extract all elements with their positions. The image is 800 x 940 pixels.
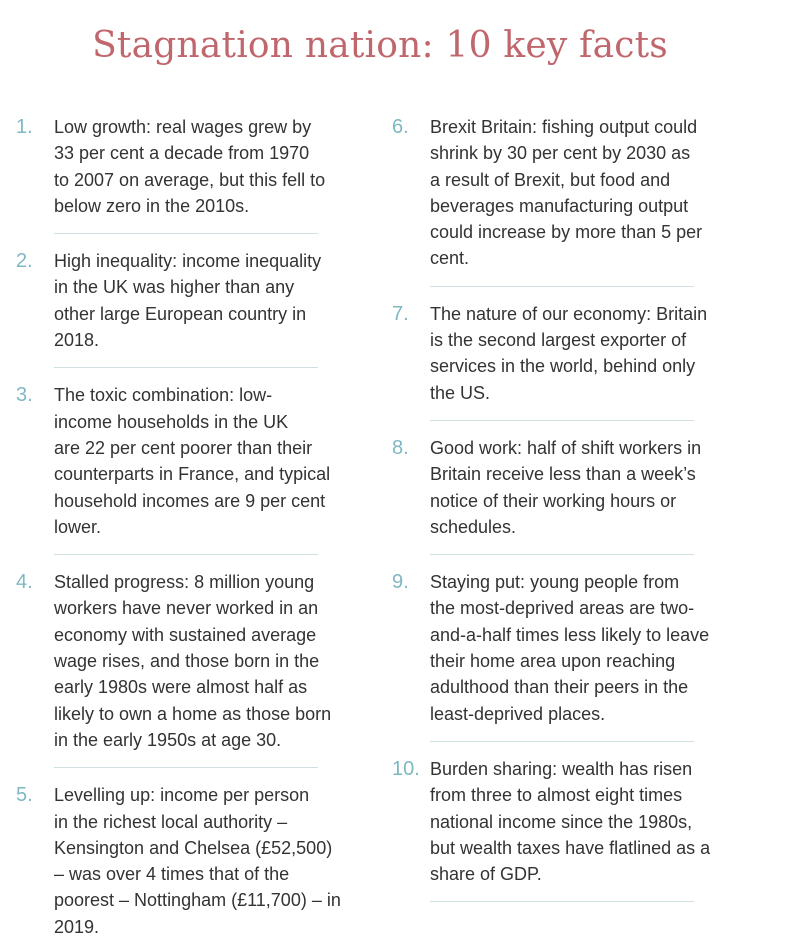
fact-line: least-deprived places. [430,703,606,724]
fact-line: Low growth: real wages grew by [54,117,312,137]
fact-line: wage rises, and those born in the [54,651,320,672]
fact-line: income households in the UK [54,411,289,432]
fact-number-4: 4. [16,571,33,594]
fact-line: poorest – Nottingham (£11,700) – in [54,890,341,911]
fact-line: the US. [430,382,491,403]
right-column [392,114,752,916]
fact-line: cent. [430,248,470,269]
fact-line: counterparts in France, and typical [54,464,331,485]
fact-line: Britain receive less than a week’s [430,464,696,485]
fact-line: national income since the 1980s, [430,811,693,832]
fact-line: is the second largest exporter of [430,330,687,351]
fact-line: the most-deprived areas are two- [430,598,695,619]
fact-number-1: 1. [16,116,33,138]
fact-line: share of GDP. [430,864,542,885]
fact-item-10 [392,756,752,887]
fact-line: likely to own a home as those born [54,703,332,724]
fact-line: Kensington and Chelsea (£52,500) [54,837,333,858]
divider [430,420,694,421]
fact-line: but wealth taxes have flatlined as a [430,837,711,858]
fact-line: their home area upon reaching [430,651,676,672]
fact-line: from three to almost eight times [430,785,683,806]
fact-line: are 22 per cent poorer than their [54,437,313,458]
divider [54,767,318,768]
fact-number-9: 9. [392,571,409,594]
divider [430,901,694,902]
fact-text-8 [430,435,752,540]
divider [430,741,694,742]
fact-item-1 [16,114,376,219]
fact-item-4 [16,569,376,753]
fact-text-5 [54,782,376,940]
fact-line: a result of Brexit, but food and [430,169,671,190]
fact-item-6 [392,114,752,272]
fact-line: other large European country in [54,303,307,324]
divider [54,233,318,234]
fact-line: High inequality: income inequality [54,251,322,272]
fact-line: The nature of our economy: Britain [430,303,708,324]
fact-line: shrink by 30 per cent by 2030 as [430,143,691,164]
divider [430,554,694,555]
fact-line: The toxic combination: low- [54,385,273,406]
fact-line: Stalled progress: 8 million young [54,572,315,593]
fact-text-10 [430,756,752,887]
fact-line: notice of their working hours or [430,490,677,511]
fact-line: Brexit Britain: fishing output could [430,117,698,137]
divider [54,554,318,555]
fact-line: schedules. [430,516,517,537]
fact-line: and-a-half times less likely to leave [430,624,710,645]
fact-number-8: 8. [392,436,409,459]
fact-number-10: 10. [392,757,420,780]
fact-text-9 [430,569,752,727]
fact-line: 2018. [54,330,100,351]
fact-line: to 2007 on average, but this fell to [54,169,326,190]
fact-text-6 [430,114,752,272]
fact-item-5 [16,782,376,940]
fact-text-7 [430,301,752,406]
fact-item-7 [392,301,752,406]
divider [54,367,318,368]
fact-number-2: 2. [16,250,33,273]
fact-item-2 [16,248,376,353]
fact-line: Staying put: young people from [430,572,680,593]
fact-number-6: 6. [392,116,409,138]
fact-line: in the richest local authority – [54,811,288,832]
fact-line: economy with sustained average [54,624,317,645]
fact-line: – was over 4 times that of the [54,864,290,885]
fact-line: below zero in the 2010s. [54,195,250,216]
fact-line: workers have never worked in an [54,598,319,619]
fact-line: early 1980s were almost half as [54,677,308,698]
fact-line: 33 per cent a decade from 1970 [54,143,310,164]
fact-line: Good work: half of shift workers in [430,437,702,458]
fact-line: household incomes are 9 per cent [54,490,326,511]
fact-number-5: 5. [16,784,33,807]
fact-line: could increase by more than 5 per [430,222,703,243]
fact-line: Levelling up: income per person [54,785,310,806]
fact-line: in the UK was higher than any [54,277,295,298]
fact-line: beverages manufacturing output [430,195,689,216]
fact-text-2 [54,248,376,353]
fact-item-3 [16,382,376,540]
fact-line: services in the world, behind only [430,356,696,377]
divider [430,286,694,287]
fact-number-7: 7. [392,302,409,325]
fact-line: lower. [54,516,102,537]
fact-text-1 [54,114,376,219]
fact-line: in the early 1950s at age 30. [54,729,282,750]
fact-line: 2019. [54,916,100,937]
fact-item-9 [392,569,752,727]
fact-line: adulthood than their peers in the [430,677,689,698]
fact-text-4 [54,569,376,753]
fact-text-3 [54,382,376,540]
fact-number-3: 3. [16,384,33,407]
left-column [16,114,376,940]
page-title: Stagnation nation: 10 key facts [92,25,668,66]
fact-item-8 [392,435,752,540]
fact-line: Burden sharing: wealth has risen [430,758,693,779]
